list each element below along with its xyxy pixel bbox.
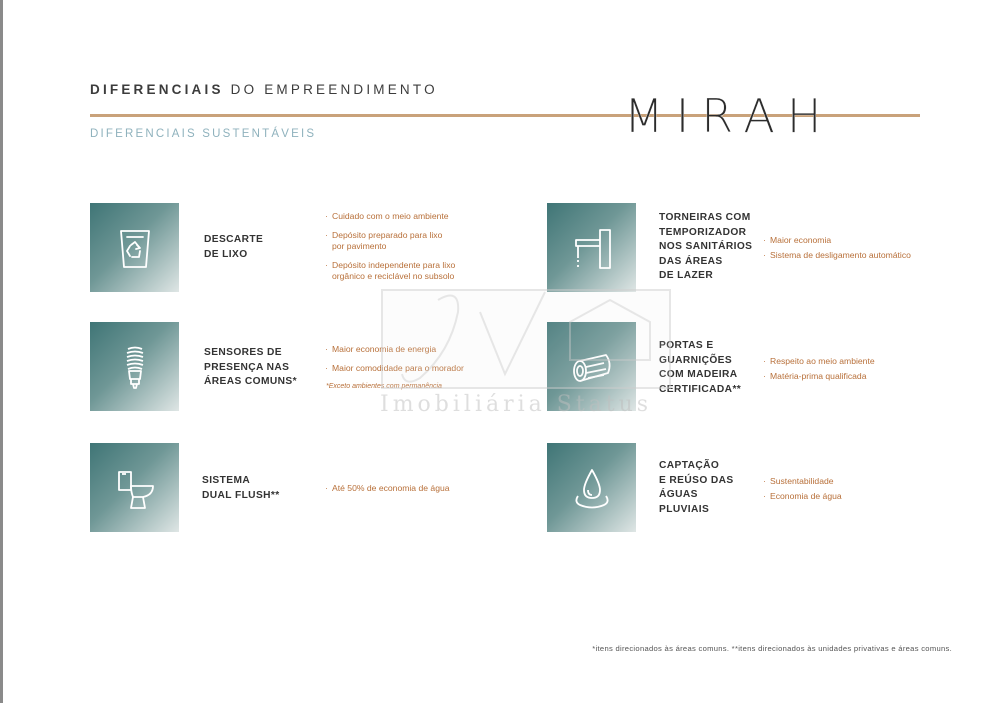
brand-logo: MIRAH xyxy=(624,89,834,143)
bullet-item: · Sistema de desligamento automático xyxy=(763,250,963,261)
recycle-bin-icon xyxy=(90,203,179,292)
lightbulb-icon xyxy=(90,322,179,411)
feature-title-text: TORNEIRAS COM TEMPORIZADOR NOS SANITÁRIOS DAS ÁREAS DE LAZER xyxy=(659,212,753,281)
watermark-text: Imobiliária Status xyxy=(380,392,653,417)
bullet-item: · Maior comodidade para o morador xyxy=(325,363,525,374)
feature-title-text: SENSORES DE PRESENÇA NAS ÁREAS COMUNS* xyxy=(204,347,297,387)
feature-title-captacao xyxy=(659,459,734,517)
bullet-item: · Cuidado com o meio ambiente xyxy=(325,211,525,222)
page-title-bold: DIFERENCIAIS xyxy=(90,82,224,97)
bullet-item: · Depósito independente para lixo orgânico e reciclável no subsolo xyxy=(325,260,525,282)
bullet-item: · Maior economia de energia xyxy=(325,344,525,355)
page-subtitle: DIFERENCIAIS SUSTENTÁVEIS xyxy=(90,128,317,140)
feature-title-descarte xyxy=(204,233,263,262)
feature-bullets-captacao xyxy=(763,476,963,510)
feature-bullets-descarte xyxy=(325,211,525,290)
feature-bullets-sistema xyxy=(325,483,525,502)
toilet-icon xyxy=(90,443,179,532)
feature-bullets-sensores xyxy=(325,344,525,382)
water-drop-icon xyxy=(547,443,636,532)
bullet-item: · Sustentabilidade xyxy=(763,476,963,487)
bullet-item: · Até 50% de economia de água xyxy=(325,483,525,494)
feature-bullets-torneiras xyxy=(763,235,963,269)
faucet-icon xyxy=(547,203,636,292)
bullet-item: · Matéria-prima qualificada xyxy=(763,371,963,382)
feature-title-text: SISTEMA DUAL FLUSH** xyxy=(202,475,280,501)
footnote: *itens direcionados às áreas comuns. **itens direcionados às unidades privativas e áreas comuns. xyxy=(592,644,952,653)
page-title-rest: DO EMPREENDIMENTO xyxy=(230,82,438,97)
feature-note: *Exceto ambientes com permanência xyxy=(326,383,442,390)
feature-title-text: DESCARTE DE LIXO xyxy=(204,234,264,260)
feature-title-sensores xyxy=(204,346,297,390)
feature-title-torneiras xyxy=(659,211,752,284)
page-left-border xyxy=(0,0,3,703)
bullet-item: · Maior economia xyxy=(763,235,963,246)
feature-title-text: PORTAS E GUARNIÇÕES COM MADEIRA CERTIFICADA** xyxy=(659,340,742,395)
feature-title-sistema xyxy=(202,474,280,503)
feature-title-text: CAPTAÇÃO E REÚSO DAS ÁGUAS PLUVIAIS xyxy=(659,460,734,515)
page-title xyxy=(90,82,438,97)
feature-title-portas xyxy=(659,339,741,397)
bullet-item: · Depósito preparado para lixo por pavimento xyxy=(325,230,525,252)
feature-bullets-portas xyxy=(763,356,963,390)
bullet-item: · Respeito ao meio ambiente xyxy=(763,356,963,367)
wood-log-icon xyxy=(547,322,636,411)
bullet-item: · Economia de água xyxy=(763,491,963,502)
